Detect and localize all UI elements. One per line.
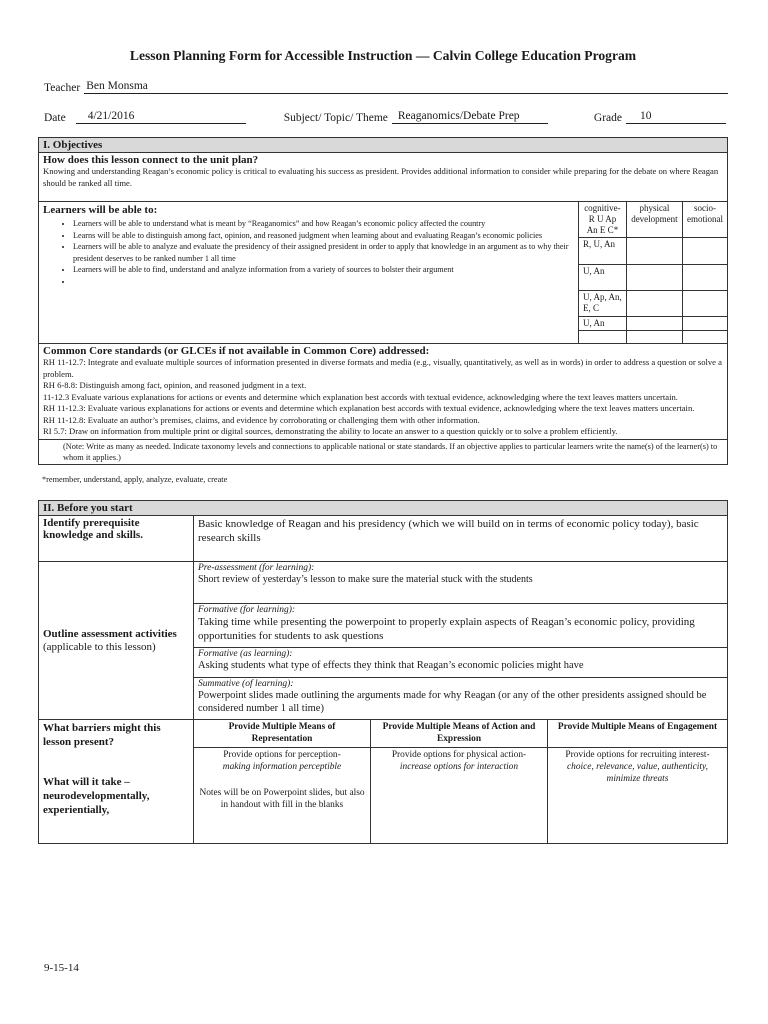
- assessment-label: Outline assessment activities: [43, 627, 177, 640]
- subject-label: Subject/ Topic/ Theme: [283, 112, 388, 124]
- objective-item[interactable]: • Learns will be able to distinguish among fact, opinion, and reasoned judgment when learning about and evaluating Reagan’s economic policies: [73, 230, 574, 242]
- objectives-table: [38, 137, 728, 465]
- udl-action-a: Provide options for physical action-: [391, 750, 527, 760]
- tax-socio-cell[interactable]: [683, 238, 728, 265]
- formative-for-value[interactable]: Taking time while presenting the powerpoint to properly explain aspects of Reagan’s economic policy, providing opportunities for students to ask questions: [198, 616, 695, 642]
- before-start-table: [38, 500, 728, 844]
- date-field[interactable]: 4/21/2016: [76, 110, 246, 124]
- summative-value[interactable]: Powerpoint slides made outlining the arguments made for why Reagan (or any of the other presidents assigned should be considered number 1 all time): [198, 690, 707, 714]
- tax-header-physical: physical development: [626, 202, 682, 238]
- udl-representation-cell[interactable]: [194, 748, 371, 844]
- objective-item[interactable]: • Learners will be able to find, understand and analyze information from a variety of sources to bolster their argument: [73, 264, 574, 276]
- formative-for-cell: [194, 604, 728, 648]
- tax-cognitive-cell[interactable]: U, An: [579, 265, 627, 291]
- date-label: Date: [44, 112, 66, 124]
- standard-item[interactable]: RH 11-12.8: Evaluate an author’s premises, claims, and evidence by corroborating or challenging them with other information.: [43, 414, 480, 425]
- tax-physical-cell[interactable]: [626, 238, 682, 265]
- tax-socio-cell[interactable]: [683, 331, 728, 344]
- note-text: (Note: Write as many as needed. Indicate taxonomy levels and connections to applicable national or state standards. If an objective applies to particular learners write the name(s) of the learner(s) to whom it applies.): [63, 441, 718, 462]
- tax-socio-cell[interactable]: [683, 291, 728, 317]
- summative-cell: [194, 678, 728, 720]
- teacher-row: [44, 80, 728, 94]
- udl-header-engagement: Provide Multiple Means of Engagement: [548, 720, 728, 748]
- pre-assessment-label: Pre-assessment (for learning):: [198, 563, 315, 573]
- standard-item[interactable]: RH 6-8.8: Distinguish among fact, opinion, and reasoned judgment in a text.: [43, 380, 307, 390]
- teacher-field[interactable]: Ben Monsma: [84, 80, 728, 94]
- date-subject-grade-row: [44, 110, 728, 124]
- standard-item[interactable]: RH 11-12.3: Evaluate various explanations for actions or events and determine which explanation best accords with textual evidence, acknowledging where the text leaves matters uncertain.: [43, 403, 695, 413]
- formative-for-label: Formative (for learning):: [198, 605, 296, 615]
- udl-representation-b: making information perceptible: [222, 762, 342, 772]
- before-section-title: II. Before you start: [39, 501, 728, 516]
- subject-field[interactable]: Reaganomics/Debate Prep: [392, 110, 548, 124]
- barriers-label: What barriers might this lesson present?: [43, 722, 161, 748]
- teacher-label: Teacher: [44, 82, 81, 94]
- tax-physical-cell[interactable]: [626, 291, 682, 317]
- unit-plan-question: How does this lesson connect to the unit plan?: [43, 154, 259, 166]
- objectives-list: [43, 218, 574, 287]
- tax-physical-cell[interactable]: [626, 317, 682, 331]
- objective-item[interactable]: • Learners will be able to understand what is meant by “Reaganomics” and how Reagan’s economic policy affected the country: [73, 218, 574, 230]
- grade-label: Grade: [593, 112, 622, 124]
- formative-as-value[interactable]: Asking students what type of effects they think that Reagan’s economic policies might have: [198, 660, 584, 671]
- tax-cognitive-cell[interactable]: U, An: [579, 317, 627, 331]
- udl-header-action: Provide Multiple Means of Action and Expression: [371, 720, 548, 748]
- assessment-label-cell: [39, 562, 194, 720]
- footer-date: 9-15-14: [44, 962, 79, 974]
- tax-physical-cell[interactable]: [626, 331, 682, 344]
- tax-physical-cell[interactable]: [626, 265, 682, 291]
- barriers-cell: [39, 720, 194, 844]
- tax-cognitive-cell[interactable]: R, U, An: [579, 238, 627, 265]
- unit-plan-answer[interactable]: Knowing and understanding Reagan’s economic policy is critical to evaluating his success as president. Provides additional information to consider while preparing for the debate on where Reagan should be ranked all time.: [43, 166, 719, 188]
- note-cell: [39, 439, 728, 464]
- tax-cognitive-cell[interactable]: U, Ap, An, E, C: [579, 291, 627, 317]
- tax-header-cognitive: cognitive- R U Ap An E C*: [579, 202, 627, 238]
- prereq-value[interactable]: Basic knowledge of Reagan and his presidency (which we will build on in terms of economic policy today), basic research skills: [194, 516, 728, 562]
- learners-label: Learners will be able to:: [43, 204, 158, 216]
- common-core-label: Common Core standards (or GLCEs if not available in Common Core) addressed:: [43, 345, 430, 357]
- assessment-sub: (applicable to this lesson): [43, 640, 156, 653]
- grade-field[interactable]: 10: [626, 110, 726, 124]
- tax-socio-cell[interactable]: [683, 265, 728, 291]
- taxonomy-footnote: *remember, understand, apply, analyze, evaluate, create: [42, 475, 228, 484]
- standard-item[interactable]: RI 5.7: Draw on information from multiple print or digital sources, demonstrating the ability to locate an answer to a question quickly or to solve a problem efficiently.: [43, 426, 618, 436]
- udl-header-representation: Provide Multiple Means of Representation: [194, 720, 371, 748]
- udl-action-b: increase options for interaction: [399, 762, 519, 772]
- udl-engagement-a: Provide options for recruiting interest-: [565, 750, 710, 760]
- formative-as-label: Formative (as learning):: [198, 649, 293, 659]
- objectives-section-title: I. Objectives: [39, 138, 728, 153]
- tax-socio-cell[interactable]: [683, 317, 728, 331]
- objective-item[interactable]: • Learners will be able to analyze and evaluate the presidency of their assigned president in order to apply that knowledge in an argument as to why their president deserves to be ranked number 1 all time: [73, 241, 574, 264]
- standard-item[interactable]: RH 11-12.7: Integrate and evaluate multiple sources of information presented in diverse formats and media (e.g., visually, quantitatively, as well as in words) in order to address a question or solve a problem.: [43, 357, 722, 379]
- tax-cognitive-cell[interactable]: [579, 331, 627, 344]
- udl-engagement-b: choice, relevance, value, authenticity, minimize threats: [567, 762, 708, 784]
- unit-plan-cell: [39, 153, 728, 202]
- formative-as-cell: [194, 648, 728, 678]
- tax-header-socio: socio- emotional: [683, 202, 728, 238]
- udl-action-cell[interactable]: [371, 748, 548, 844]
- standard-item[interactable]: 11-12.3 Evaluate various explanations for actions or events and determine which explanation best accords with textual evidence, acknowledging where the text leaves matters uncertain.: [43, 391, 678, 402]
- common-core-cell: [39, 344, 728, 440]
- taxonomy-table: [578, 201, 728, 344]
- summative-label: Summative (of learning):: [198, 679, 294, 689]
- what-will-it-take-label: What will it take – neurodevelopmentally, experientially,: [43, 776, 150, 816]
- objective-item[interactable]: [73, 276, 574, 288]
- prereq-label: Identify prerequisite knowledge and skills.: [39, 516, 194, 562]
- pre-assessment-value[interactable]: Short review of yesterday’s lesson to make sure the material stuck with the students: [198, 574, 533, 585]
- udl-representation-a: Provide options for perception-: [223, 750, 341, 760]
- document-title: Lesson Planning Form for Accessible Instruction — Calvin College Education Program: [129, 48, 637, 63]
- pre-assessment-cell: [194, 562, 728, 604]
- udl-representation-c: Notes will be on Powerpoint slides, but also in handout with fill in the blanks: [199, 788, 365, 810]
- learners-cell: [39, 202, 728, 344]
- udl-engagement-cell[interactable]: [548, 748, 728, 844]
